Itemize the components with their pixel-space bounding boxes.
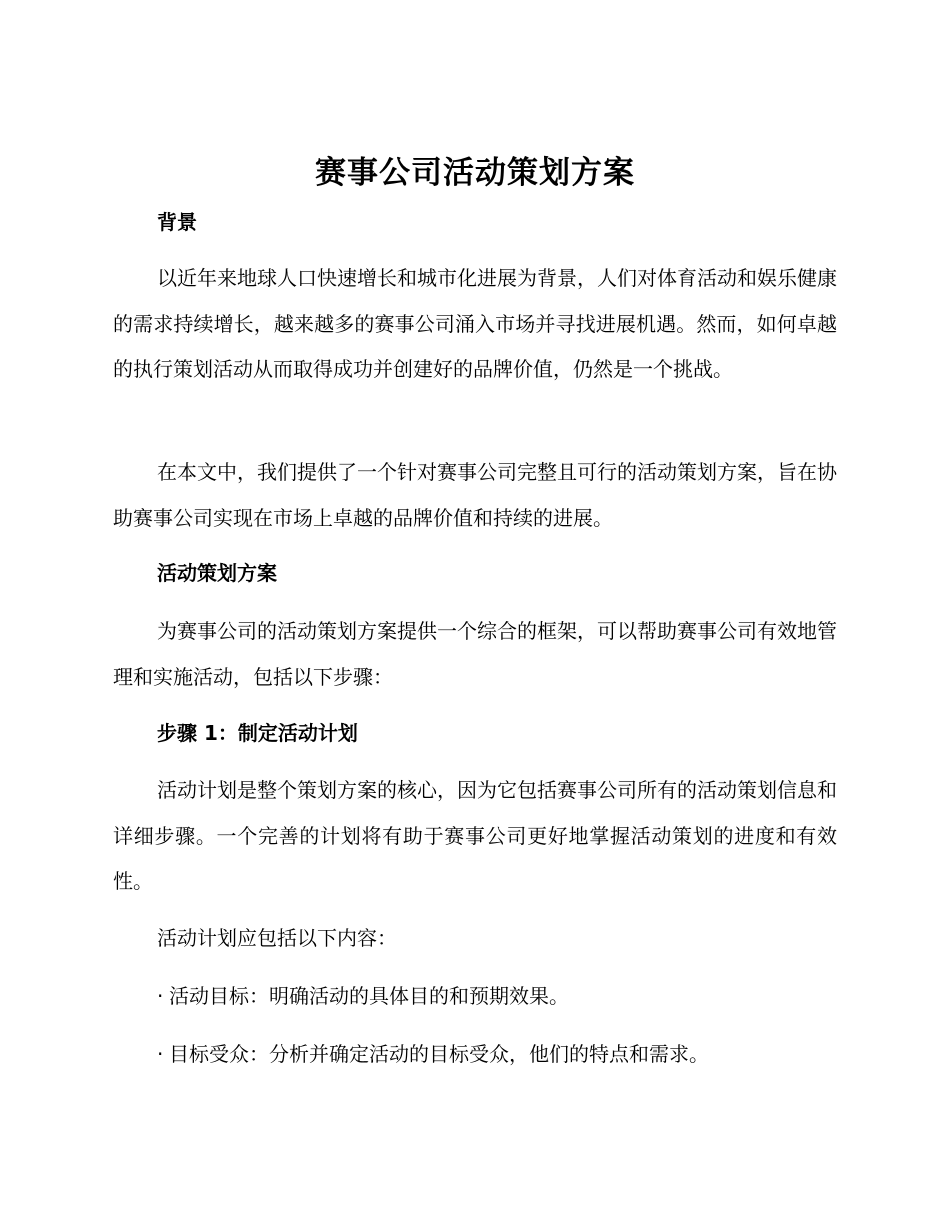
list-intro: 活动计划应包括以下内容： [157, 926, 397, 950]
list-item-text: 活动目标：明确活动的具体目的和预期效果。 [169, 984, 569, 1008]
document-title: 赛事公司活动策划方案 [315, 155, 635, 191]
bullet-marker: · [157, 984, 164, 1008]
list-item [157, 981, 569, 1011]
paragraph-step-1: 活动计划是整个策划方案的核心，因为它包括赛事公司所有的活动策划信息和详细步骤。一个完善的计划将有助于赛事公司更好地掌握活动策划的进度和有效性。 [113, 778, 837, 893]
paragraph-background-2: 在本文中，我们提供了一个针对赛事公司完整且可行的活动策划方案，旨在协助赛事公司实现在市场上卓越的品牌价值和持续的进展。 [113, 460, 837, 530]
heading-step-1: 步骤 1：制定活动计划 [157, 721, 358, 745]
heading-activity-plan: 活动策划方案 [157, 561, 277, 585]
list-item-text: 目标受众：分析并确定活动的目标受众，他们的特点和需求。 [169, 1042, 709, 1066]
list-item [157, 1039, 709, 1069]
bullet-marker: · [157, 1042, 164, 1066]
heading-background: 背景 [157, 210, 197, 234]
paragraph-background-1: 以近年来地球人口快速增长和城市化进展为背景，人们对体育活动和娱乐健康的需求持续增长，越来越多的赛事公司涌入市场并寻找进展机遇。然而，如何卓越的执行策划活动从而取得成功并创建好的品牌价值，仍然是一个挑战。 [113, 266, 837, 381]
paragraph-activity-plan: 为赛事公司的活动策划方案提供一个综合的框架，可以帮助赛事公司有效地管理和实施活动，包括以下步骤： [113, 619, 837, 689]
